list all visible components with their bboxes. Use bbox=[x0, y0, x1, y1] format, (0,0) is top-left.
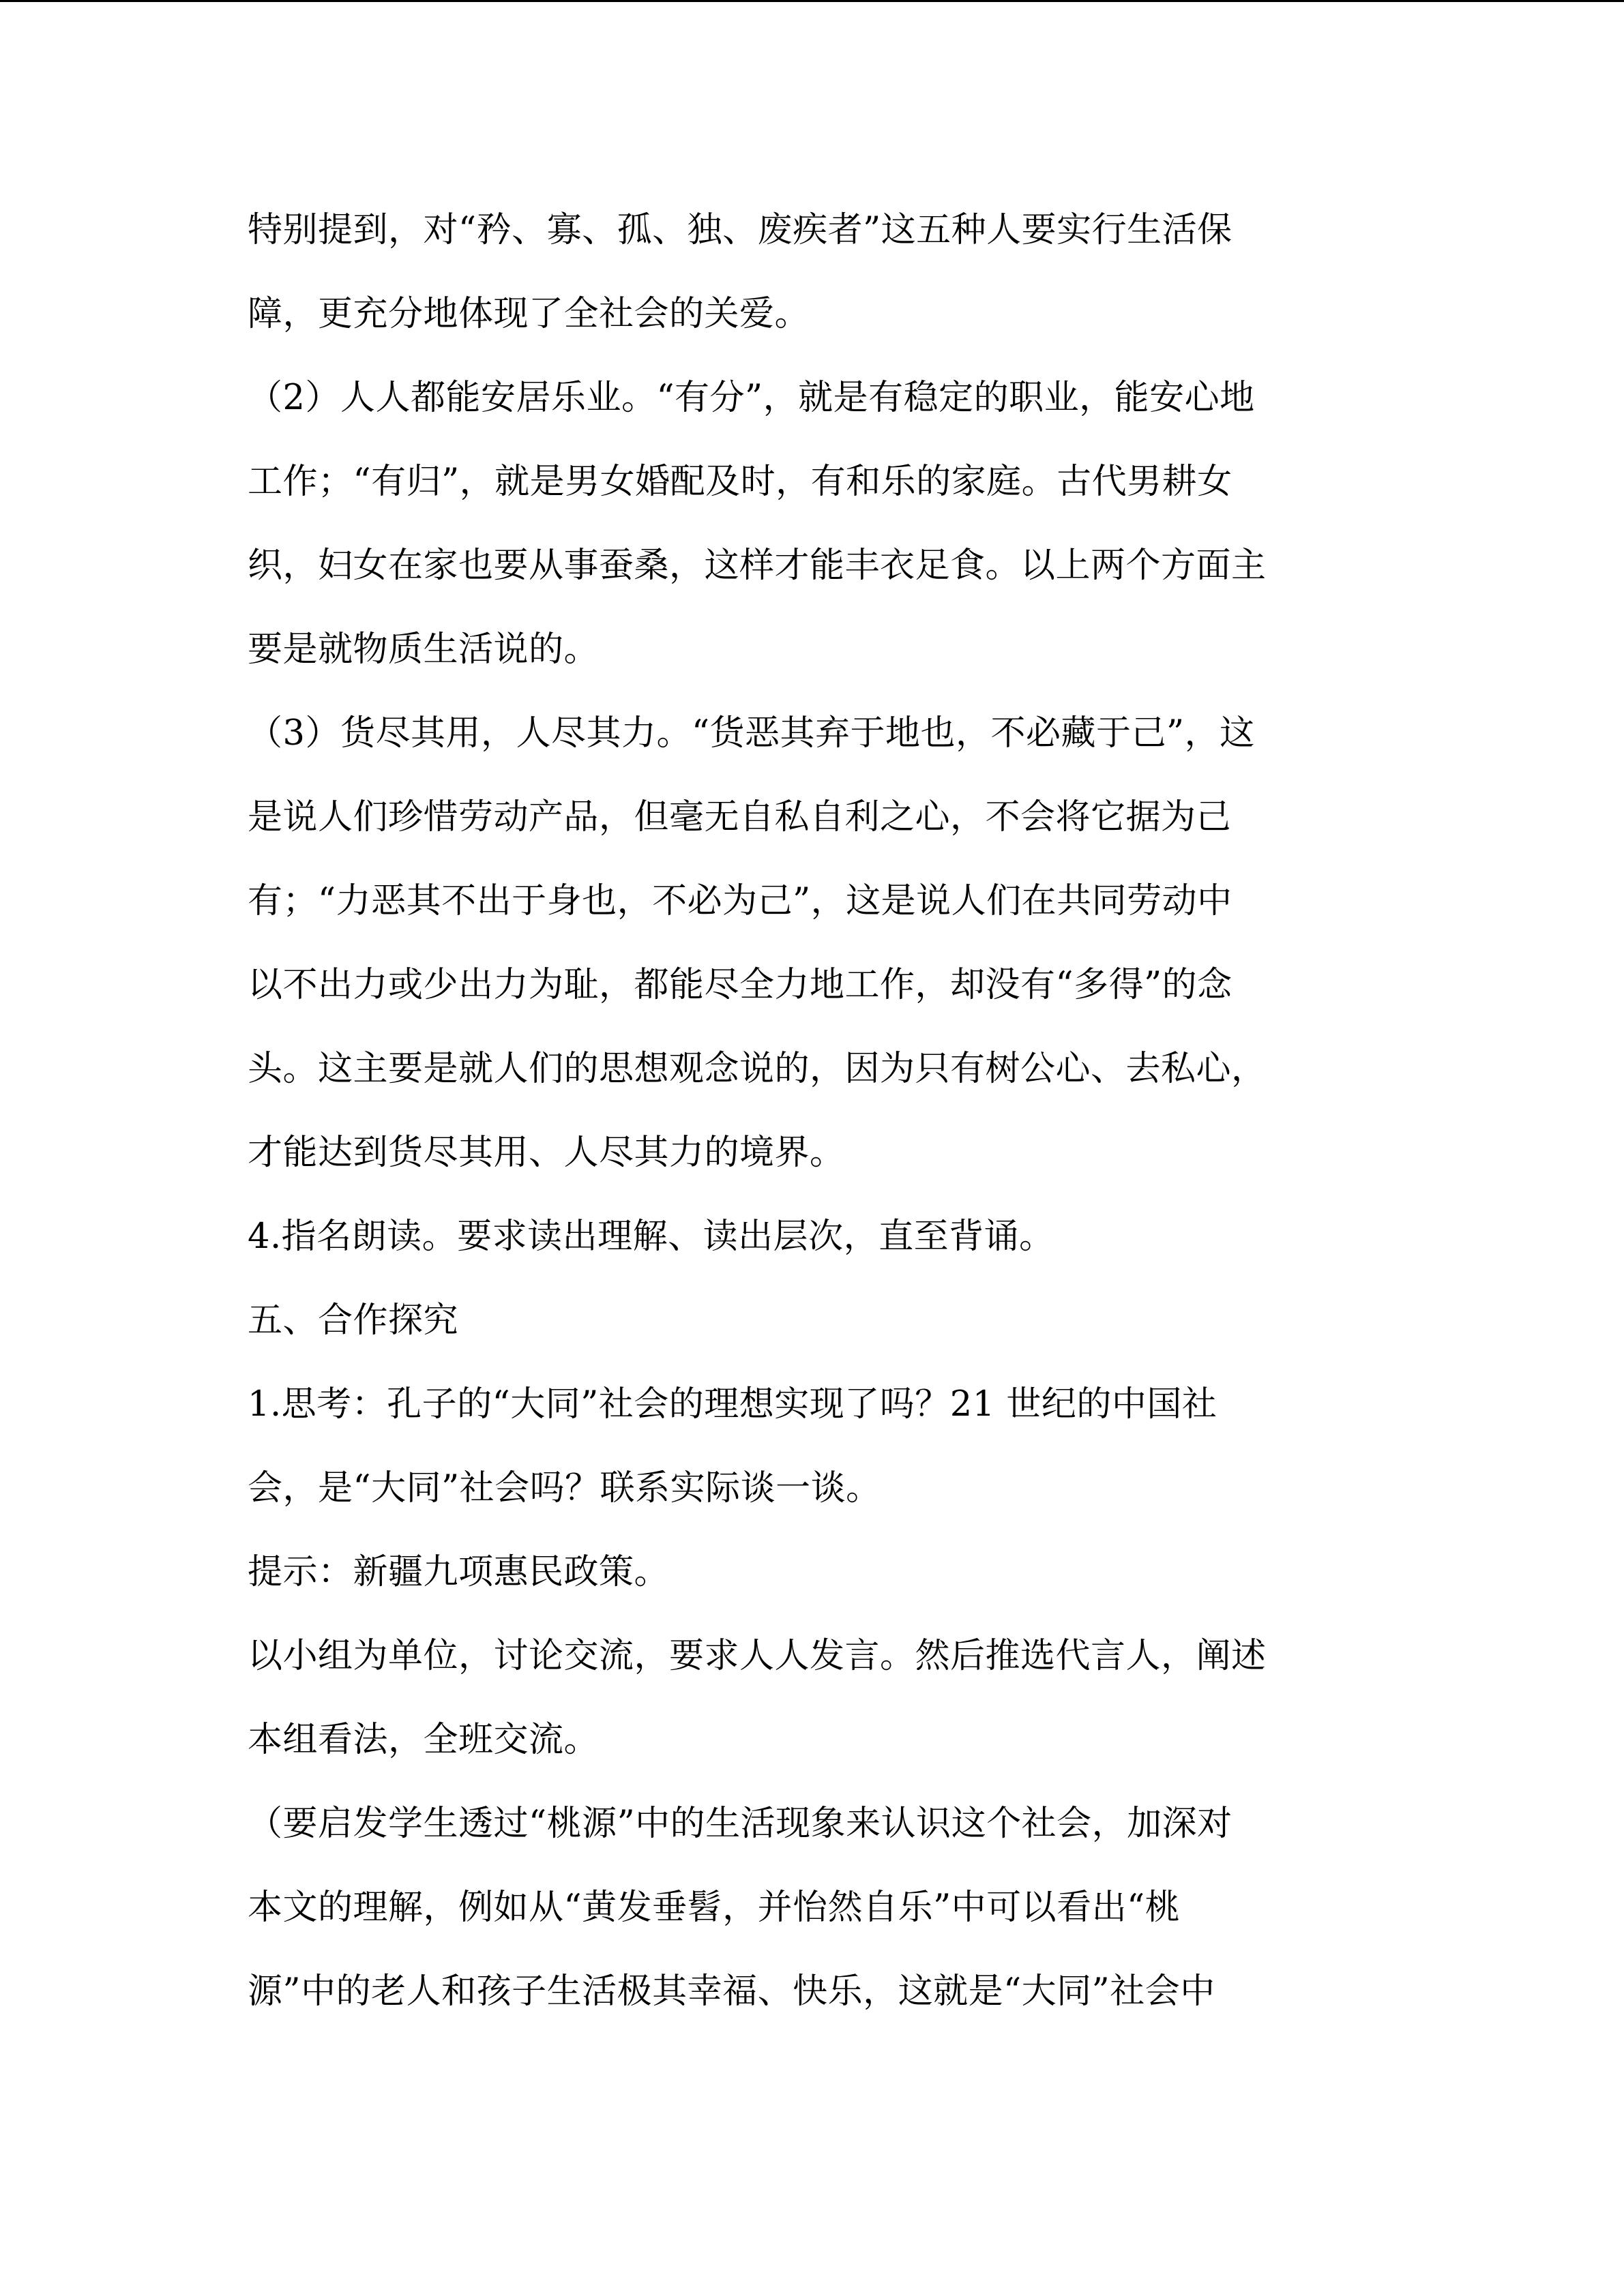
text-line: 本文的理解，例如从“黄发垂髫，并怡然自乐”中可以看出“桃 bbox=[248, 1888, 1181, 1928]
text-line: 4.指名朗读。要求读出理解、读出层次，直至背诵。 bbox=[248, 1217, 1054, 1257]
text-line: 1.思考：孔子的“大同”社会的理想实现了吗？21 世纪的中国社 bbox=[248, 1384, 1217, 1425]
text-line: 提示：新疆九项惠民政策。 bbox=[248, 1552, 670, 1592]
section-heading: 五、合作探究 bbox=[248, 1300, 459, 1341]
text-line: 织，妇女在家也要从事蚕桑，这样才能丰衣足食。以上两个方面主 bbox=[248, 546, 1267, 586]
text-line: 工作；“有归”，就是男女婚配及时，有和乐的家庭。古代男耕女 bbox=[248, 462, 1232, 502]
text-line: 要是就物质生活说的。 bbox=[248, 629, 600, 670]
text-line: 头。这主要是就人们的思想观念说的，因为只有树公心、去私心， bbox=[248, 1049, 1267, 1089]
text-line: （3）货尽其用，人尽其力。“货恶其弃于地也，不必藏于己”，这 bbox=[248, 713, 1255, 754]
text-line: 本组看法，全班交流。 bbox=[248, 1720, 600, 1760]
text-line: 有；“力恶其不出于身也，不必为己”，这是说人们在共同劳动中 bbox=[248, 881, 1232, 921]
text-line: 才能达到货尽其用、人尽其力的境界。 bbox=[248, 1133, 845, 1173]
text-line: 源”中的老人和孩子生活极其幸福、快乐，这就是“大同”社会中 bbox=[248, 1971, 1215, 2012]
text-line: 障，更充分地体现了全社会的关爱。 bbox=[248, 294, 810, 334]
text-line: （2）人人都能安居乐业。“有分”，就是有稳定的职业，能安心地 bbox=[248, 378, 1255, 418]
text-line: 以不出力或少出力为耻，都能尽全力地工作，却没有“多得”的念 bbox=[248, 965, 1232, 1005]
text-line: 是说人们珍惜劳动产品，但毫无自私自利之心，不会将它据为己 bbox=[248, 797, 1232, 837]
text-line: 会，是“大同”社会吗？联系实际谈一谈。 bbox=[248, 1468, 881, 1508]
text-line: 特别提到，对“矜、寡、孤、独、废疾者”这五种人要实行生活保 bbox=[248, 210, 1232, 250]
top-border-rule bbox=[0, 0, 1624, 2]
text-line: 以小组为单位，讨论交流，要求人人发言。然后推选代言人，阐述 bbox=[248, 1636, 1267, 1676]
text-line: （要启发学生透过“桃源”中的生活现象来认识这个社会，加深对 bbox=[248, 1804, 1232, 1844]
